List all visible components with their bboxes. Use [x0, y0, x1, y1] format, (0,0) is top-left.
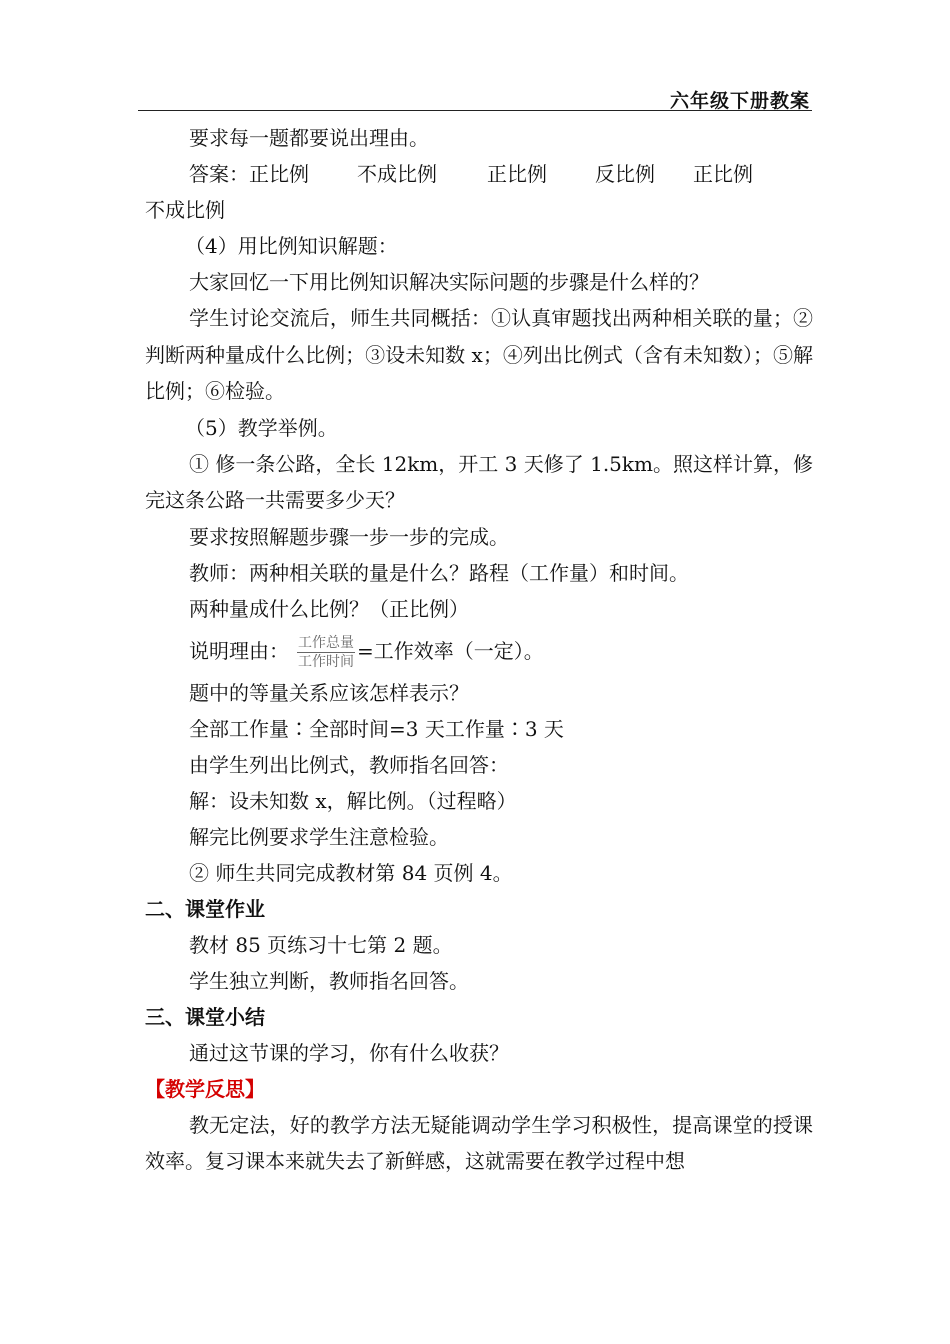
fraction-numerator: 工作总量	[298, 634, 354, 651]
answer-4: 反比例	[595, 162, 655, 186]
section-heading: 三、课堂小结	[145, 1004, 265, 1029]
paragraph: ② 师生共同完成教材第 84 页例 4。	[189, 860, 513, 885]
answers-line	[145, 156, 813, 192]
document-body	[145, 120, 813, 1180]
paragraph: （4）用比例知识解题：	[185, 234, 398, 258]
paragraph: 学生独立判断，教师指名回答。	[189, 968, 469, 993]
section-heading: 二、课堂作业	[145, 896, 265, 921]
answer-2: 不成比例	[357, 162, 437, 186]
paragraph: 由学生列出比例式，教师指名回答：	[189, 752, 509, 777]
reason-prefix: 说明理由：	[189, 638, 289, 663]
reason-suffix: =工作效率（一定）。	[357, 638, 544, 663]
paragraph: 教无定法，好的教学方法无疑能调动学生学习积极性，提高课堂的授课效率。复习课本来就失去了新鲜感，这就需要在教学过程中想	[145, 1112, 813, 1173]
paragraph: 学生讨论交流后，师生共同概括：①认真审题找出两种相关联的量；②判断两种量成什么比例；③设未知数 x；④列出比例式（含有未知数）；⑤解比例；⑥检验。	[145, 306, 813, 403]
answer-3: 正比例	[487, 162, 547, 186]
fraction-denominator: 工作时间	[298, 653, 354, 670]
paragraph: 全部工作量∶全部时间=3 天工作量∶3 天	[189, 716, 564, 741]
header-title: 六年级下册教案	[669, 90, 810, 112]
paragraph: 两种量成什么比例？（正比例）	[189, 596, 469, 621]
answer-1: 正比例	[249, 162, 309, 186]
paragraph: 大家回忆一下用比例知识解决实际问题的步骤是什么样的？	[189, 270, 709, 294]
paragraph: 教师：两种相关联的量是什么？路程（工作量）和时间。	[189, 560, 689, 585]
answer-5: 正比例	[693, 162, 753, 186]
paragraph: ① 修一条公路，全长 12km，开工 3 天修了 1.5km。照这样计算，修完这条公路一共需要多少天？	[145, 451, 813, 512]
paragraph: （5）教学举例。	[185, 415, 338, 440]
page-header	[138, 84, 812, 111]
paragraph: 要求按照解题步骤一步一步的完成。	[189, 524, 509, 549]
fraction	[297, 635, 355, 670]
paragraph: 要求每一题都要说出理由。	[189, 126, 429, 150]
reason-line	[145, 627, 813, 675]
paragraph: 通过这节课的学习，你有什么收获？	[189, 1040, 509, 1065]
answers-label: 答案：	[189, 162, 249, 186]
paragraph: 题中的等量关系应该怎样表示？	[189, 680, 469, 705]
answers-tail: 不成比例	[145, 198, 225, 222]
paragraph: 教材 85 页练习十七第 2 题。	[189, 932, 453, 957]
paragraph: 解：设未知数 x，解比例。（过程略）	[189, 788, 517, 813]
reflection-heading: 【教学反思】	[145, 1076, 265, 1101]
paragraph: 解完比例要求学生注意检验。	[189, 824, 449, 849]
